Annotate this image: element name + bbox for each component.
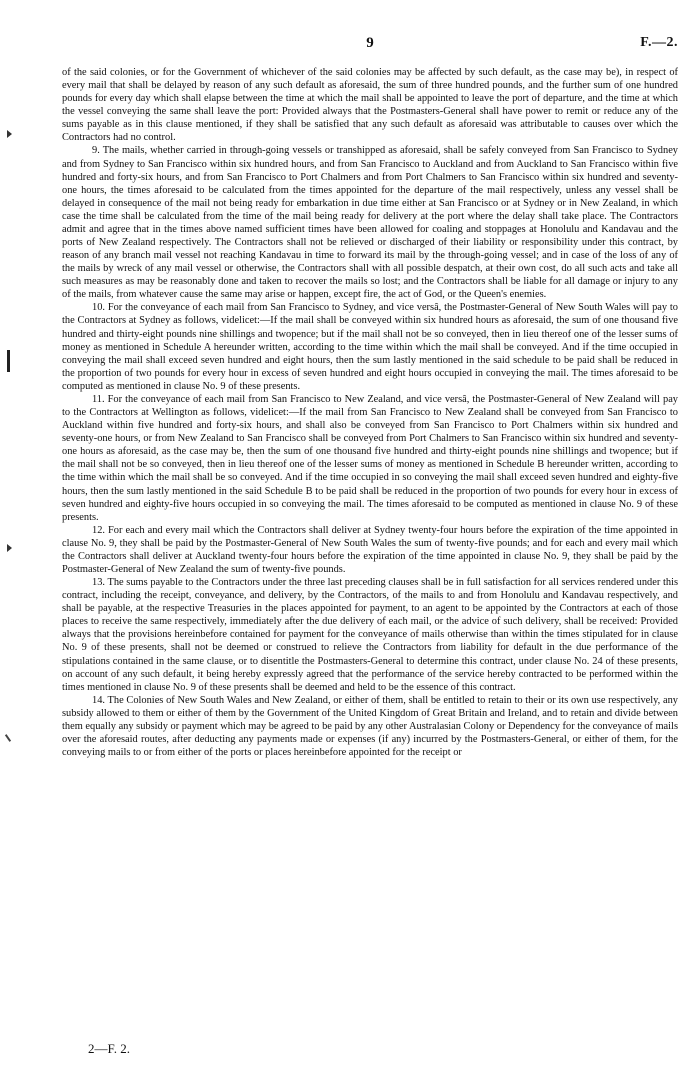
clause-11: 11. For the conveyance of each mail from San Francisco to New Zealand, and vice versâ, the Postmaster-General of New Zealand will pay to the Contractors at Wellington as follows, videlicet:—If the mail from San Francisco to New Zealand shall be conveyed from San Francisco to Auckland within five hundred and forty-six hours, and shall also be conveyed from San Francisco to Port Chalmers within six hundred and seventy-one hours, or from New Zealand to San Francisco shall be conveyed from Port Chalmers to San Francisco within six hundred and seventy-one hours as aforesaid, as the case may be, then the sum of one thousand five hundred and thirty-eight pounds nine shillings and twopence; but if the mail shall not be so conveyed, then in lieu thereof one of the lesser sums of money as mentioned in Schedule B hereunder written, according to the time within which the mail shall be so conveyed. And if the time occupied in so conveying the mail shall exceed seven hundred and eighty-five hours, then the sum lastly mentioned in the said Schedule B to be paid shall be reduced in the proportion of two pounds for every hour in excess of seven hundred and eighty-five hours occupied in so conveying the mail. The times aforesaid to be computed as mentioned in clause No. 9 of these presents.	[62, 393, 678, 523]
page-reference: F.—2.	[640, 35, 678, 50]
signature-mark: 2—F. 2.	[88, 1041, 130, 1056]
margin-bar-icon	[7, 350, 10, 372]
margin-tick-icon	[5, 734, 11, 742]
paragraph-continuation: of the said colonies, or for the Government of whichever of the said colonies may be affected by such default, as the case may be), in respect of every mail that shall be delayed by reason of any such default as aforesaid, the sum of three hundred pounds, and the further sum of one hundred pounds for every day which shall elapse between the time at which the mail shall be appointed to leave the port of departure, and the time at which the vessel conveying the same shall leave the port: Provided always that the Postmasters-General shall have power to remit or reduce any of the sums payable as in this clause mentioned, if they shall be satisfied that any such default as aforesaid was attributable to causes over which the Contractors had no control.	[62, 67, 678, 144]
clause-14: 14. The Colonies of New South Wales and New Zealand, or either of them, shall be entitled to retain to their or its own use respectively, any subsidy allowed to them or either of them by the Government of the United Kingdom of Great Britain and Ireland, and to retain and divide between them equally any subsidy or payment which may be agreed to be paid by any other Australasian Colony or Dependency for the conveyance of mails over the aforesaid routes, after deducting any payments made or expenses (if any) incurred by the Postmasters-General, or either of them, for the conveying mails to or from either of the ports or places hereinbefore appointed for the receipt or	[62, 694, 678, 759]
margin-pointer-icon	[7, 130, 12, 138]
clause-10: 10. For the conveyance of each mail from San Francisco to Sydney, and vice versâ, the Postmaster-General of New South Wales will pay to the Contractors at Sydney as follows, videlicet:—If the mail shall be conveyed within six hundred hours as aforesaid, the sum of one thousand five hundred and thirty-eight pounds nine shillings and twopence; but if the mail shall not be so conveyed, then in lieu thereof one of the lesser sums of money as mentioned in Schedule A hereunder written, according to the time within which the mail shall be conveyed. And if the time occupied in conveying the mail shall exceed seven hundred and eight hours, then the sum lastly mentioned in the said schedule to be paid shall be reduced in the proportion of two pounds for every hour in excess of seven hundred and eight hours occupied in conveying the mail. The times aforesaid to be computed as mentioned in clause No. 9 of these presents.	[62, 302, 678, 392]
page-number: 9	[366, 35, 374, 51]
document-body	[62, 66, 678, 759]
page-header	[62, 35, 678, 55]
clause-9: 9. The mails, whether carried in through-going vessels or transhipped as aforesaid, shall be safely conveyed from San Francisco to Sydney and from Sydney to San Francisco within six hundred hours, and from San Francisco to Auckland and from Auckland to San Francisco within five hundred and forty-six hours, and from San Francisco to Port Chalmers and from Port Chalmers to San Francisco within six hundred and seventy-one hours, the times aforesaid to be calculated from the times appointed for the departure of the mail respectively, unless any vessel shall be delayed in consequence of the mail not being ready for embarkation in due time either at San Francisco or at Sydney or in New Zealand, in which case the time shall be calculated from the time of the mail being ready for delivery at the port where the delay shall take place. The Contractors admit and agree that in the times above named sufficient times have been allowed for coaling and stoppages at Honolulu and Kandavau and the ports of New Zealand respectively. The Contractors shall not be relieved or discharged of their liability or responsibility under this contract, by reason of any branch mail vessel not reaching Kandavau in time to forward its mail by the through-going vessel; and in case of the loss of any of the mails by wreck of any mail vessel or otherwise, the Contractors shall with all possible despatch, at their own cost, do all such acts and take all such measures as may be reasonably done and taken to recover the mails so lost; and the Contractors shall be liable for all damage or injury to any of the mails, from whatever cause the same may arise or happen, except fire, the act of God, or the Queen's enemies.	[62, 145, 678, 301]
clause-12: 12. For each and every mail which the Contractors shall deliver at Sydney twenty-four hours before the expiration of the time appointed in clause No. 9, they shall be paid by the Postmaster-General of New South Wales the sum of twenty-five pounds; and for each and every mail which the Contractors shall deliver at Auckland twenty-four hours before the expiration of the time appointed in clause No. 9, they shall be paid by the Postmaster-General of New Zealand the sum of twenty-five pounds.	[62, 524, 678, 575]
clause-13: 13. The sums payable to the Contractors under the three last preceding clauses shall be in full satisfaction for all services rendered under this contract, including the receipt, conveyance, and delivery, by the Contractors, of the mails to and from Honolulu and Kandavau respectively, and shall be payable, at the respective Treasuries in the places appointed for payment, to an agent to be appointed by the Contractors at each of those places to receive the same respectively, immediately after the due delivery of each mail, or the advice of such delivery, shall be received: Provided always that the provisions hereinbefore contained for payment for the conveyance of mails otherwise than within the times stipulated for in clause No. 9 of these presents, shall not be deemed or construed to relieve the Contractors from liability for default in the due performance of the stipulations contained in the same clause, or to disentitle the Postmasters-General to determine this contract, under clause No. 24 of these presents, on account of any such default, it being hereby expressly agreed that the performance of the service hereby contracted to be performed within the times mentioned in clause No. 9 of these presents shall be deemed and held to be the essence of this contract.	[62, 577, 678, 693]
margin-pointer-icon	[7, 544, 12, 552]
